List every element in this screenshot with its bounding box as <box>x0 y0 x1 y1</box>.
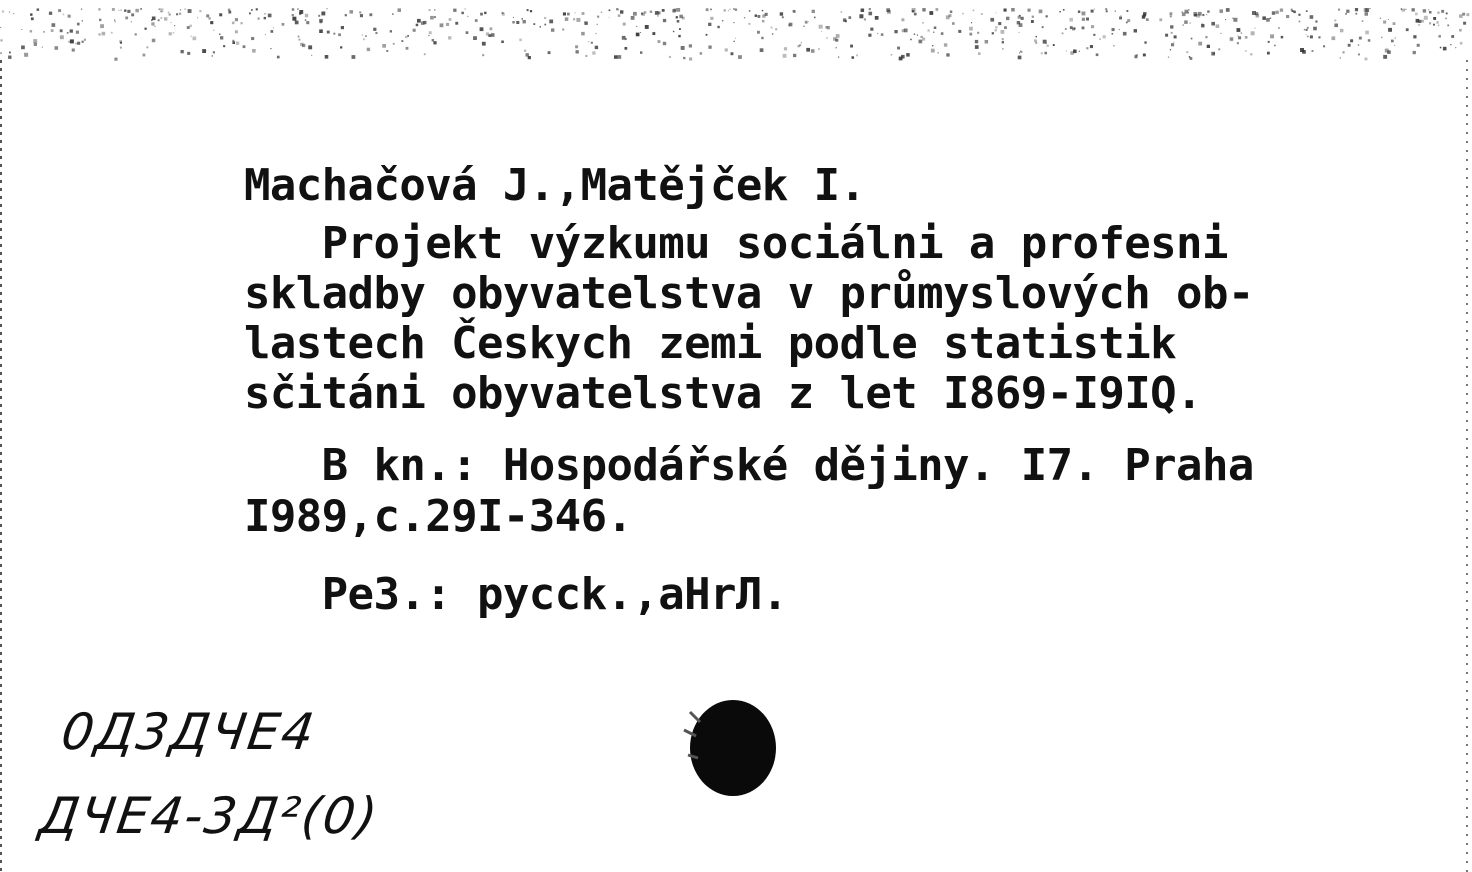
author-line: Machačová J.,Matějček I. <box>244 160 866 211</box>
title-line-4: sčitáni obyvatelstva z let I869-I9IQ. <box>244 368 1202 419</box>
shelfmark-line-1: 0Д3ДЧЕ4 <box>57 703 320 761</box>
title-line-2: skladby obyvatelstva v průmyslových ob- <box>244 268 1254 319</box>
title-line-3: lastech Českych zemi podle statistik <box>244 318 1177 369</box>
title-line-1: Projekt výzkumu sociálni a profesni <box>244 218 1228 269</box>
top-edge-noise <box>0 0 1472 70</box>
summary-languages-line: Pe3.: pycck.,aHrЛ. <box>244 569 788 620</box>
left-card-edge <box>0 60 2 872</box>
right-card-edge <box>1466 60 1468 872</box>
source-line-2: I989,c.29I-346. <box>244 491 633 542</box>
shelfmark-line-2: ДЧЕ4-3Д²(0) <box>35 787 383 845</box>
source-line-1: B kn.: Hospodářské dějiny. I7. Praha <box>244 440 1254 491</box>
